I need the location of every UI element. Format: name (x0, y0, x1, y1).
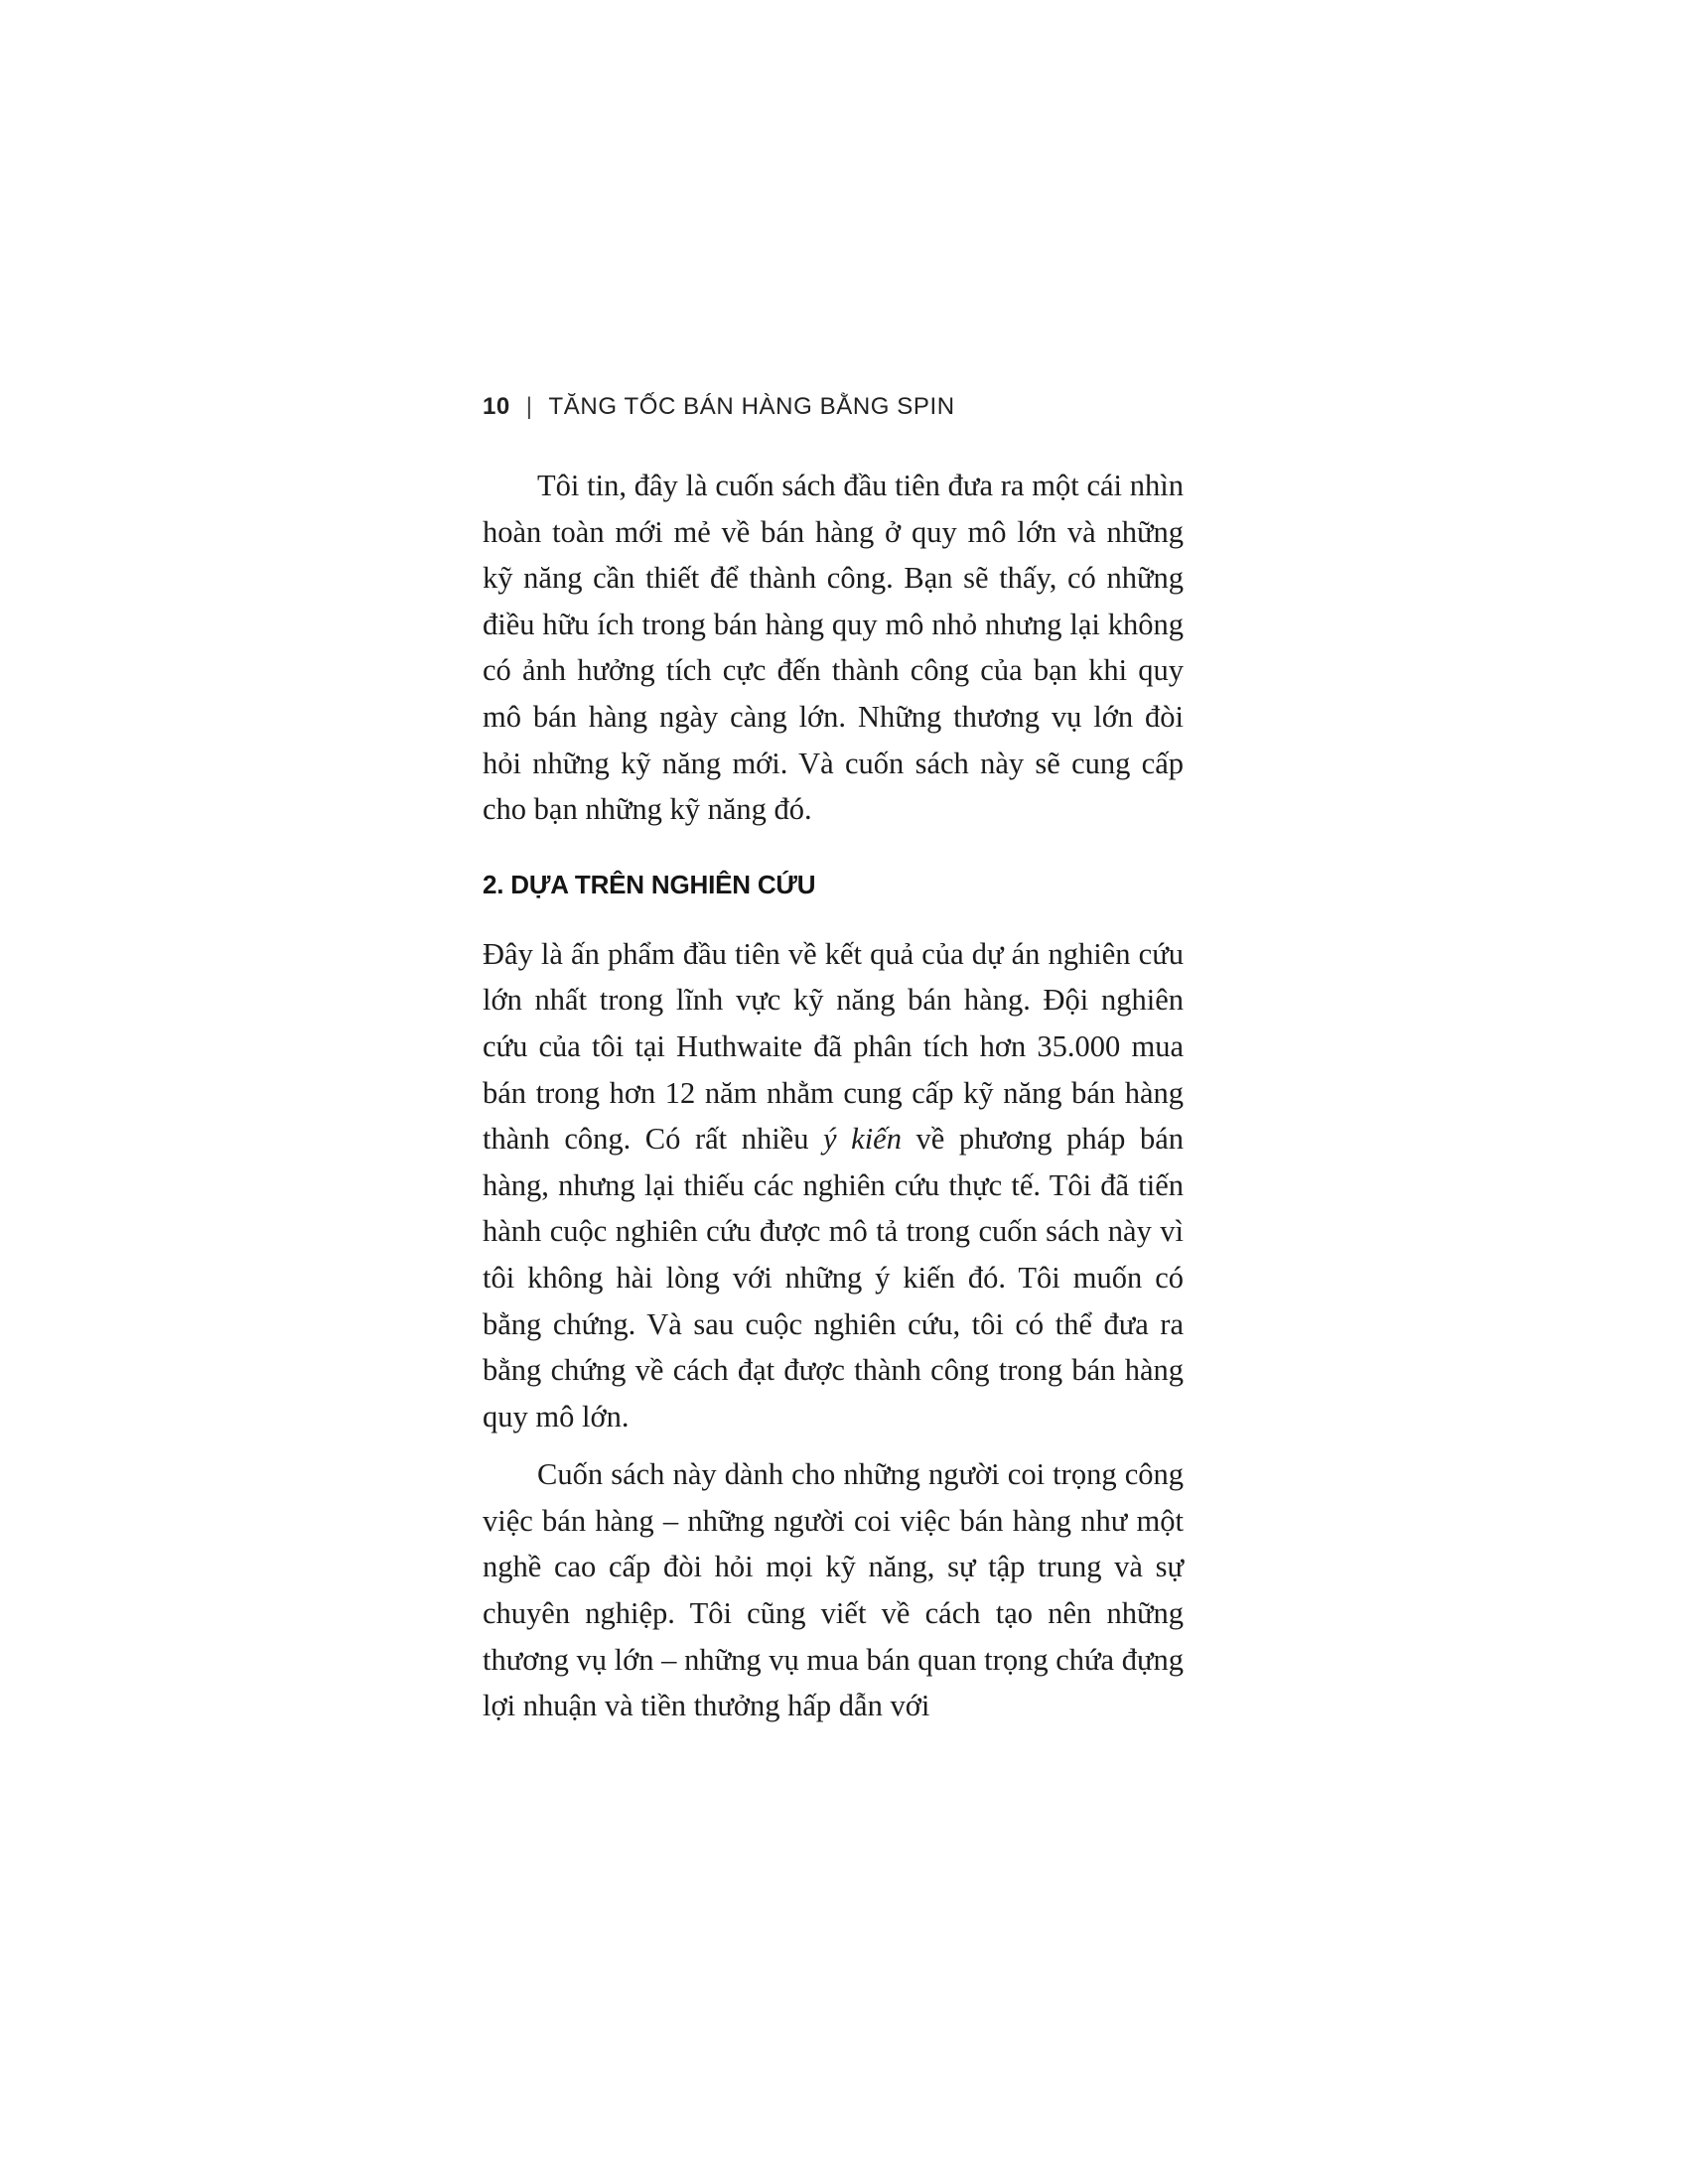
running-header (483, 393, 1197, 421)
paragraph-2-emphasis: ý kiến (823, 1122, 902, 1157)
book-title: TĂNG TỐC BÁN HÀNG BẰNG SPIN (548, 393, 955, 420)
paragraph-2 (483, 931, 1184, 1440)
page-content (483, 463, 1184, 1729)
paragraph-1: Tôi tin, đây là cuốn sách đầu tiên đưa ra một cái nhìn hoàn toàn mới mẻ về bán hàng ở quy mô lớn và những kỹ năng cần thiết để thành công. Bạn sẽ thấy, có những điều hữu ích trong bán hàng quy mô nhỏ nhưng lại không có ảnh hưởng tích cực đến thành công của bạn khi quy mô bán hàng ngày càng lớn. Những thương vụ lớn đòi hỏi những kỹ năng mới. Và cuốn sách này sẽ cung cấp cho bạn những kỹ năng đó. (483, 469, 1184, 827)
header-separator: | (525, 393, 533, 420)
paragraph-3: Cuốn sách này dành cho những người coi trọng công việc bán hàng – những người coi việc bán hàng như một nghề cao cấp đòi hỏi mọi kỹ năng, sự tập trung và sự chuyên nghiệp. Tôi cũng viết về cách tạo nên những thương vụ lớn – những vụ mua bán quan trọng chứa đựng lợi nhuận và tiền thưởng hấp dẫn với (483, 1457, 1184, 1723)
page-number: 10 (483, 393, 510, 420)
section-heading: 2. DỰA TRÊN NGHIÊN CỨU (483, 869, 816, 899)
paragraph-2-text-b: về phương pháp bán hàng, nhưng lại thiếu các nghiên cứu thực tế. Tôi đã tiến hành cuộc nghiên cứu được mô tả trong cuốn sách này vì tôi không hài lòng với những ý kiến đó. Tôi muốn có bằng chứng. Và sau cuộc nghiên cứu, tôi có thể đưa ra bằng chứng về cách đạt được thành công trong bán hàng quy mô lớn. (483, 1122, 1184, 1433)
paragraph-2-text-a: Đây là ấn phẩm đầu tiên về kết quả của dự án nghiên cứu lớn nhất trong lĩnh vực kỹ năng bán hàng. Đội nghiên cứu của tôi tại Huthwaite đã phân tích hơn 35.000 mua bán trong hơn 12 năm nhằm cung cấp kỹ năng bán hàng thành công. Có rất nhiều (483, 936, 1184, 1157)
